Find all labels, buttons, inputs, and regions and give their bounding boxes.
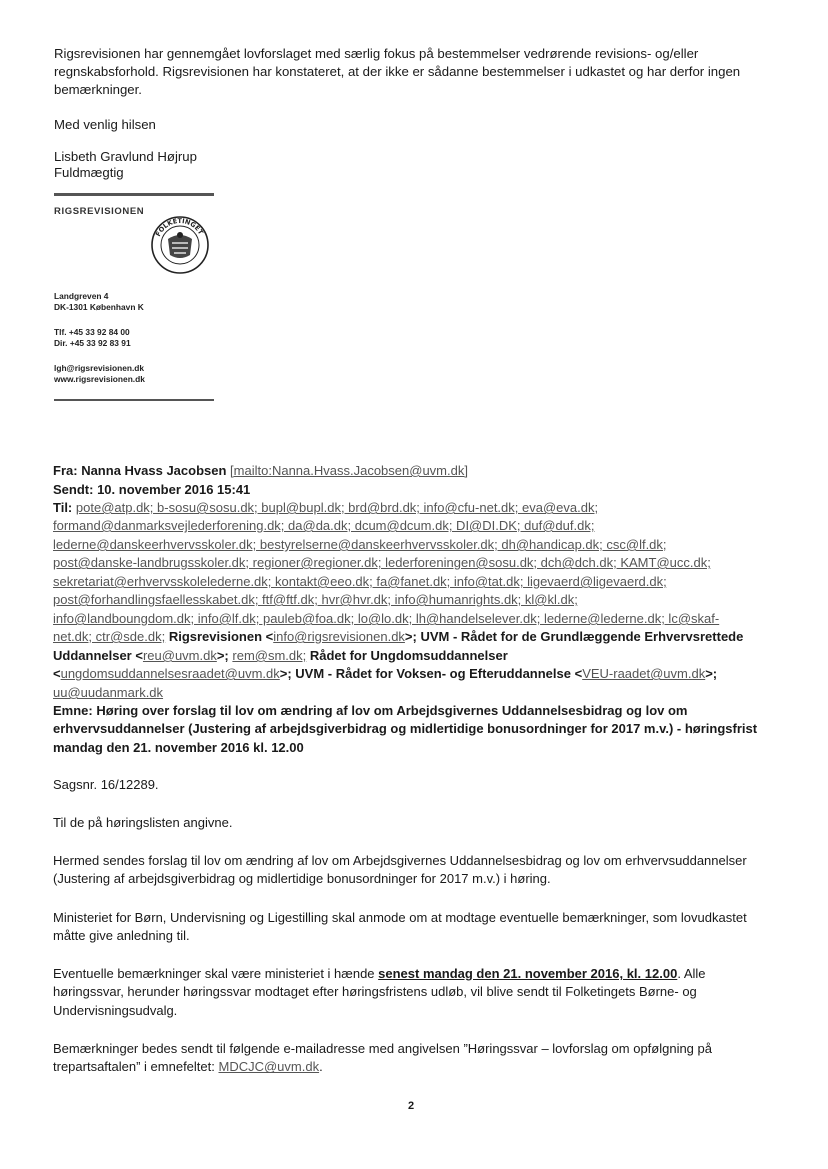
to-recipients-line-4[interactable]: post@danske-landbrugsskoler.dk; regioner@regioner.dk; lederforeningen@sosu.dk; dch@dch.dk; KAMT@ucc.dk; [53,555,711,570]
subject-line-2: erhvervsuddannelser (Justering af arbejdsgiverbidrag og midlertidige bonusordninger for 2017 m.v.) - høringsfrist [53,721,758,736]
body-paragraph-2: Ministeriet for Børn, Undervisning og Ligestilling skal anmode om at modtage eventuelle bemærkninger, som lovudkastet måtte give anledning til. [53,910,747,944]
page-number: 2 [408,1100,415,1112]
uu-email-link[interactable]: uu@uudanmark.dk [53,685,164,700]
para3-post: . Alle høringssvar, herunder høringssvar modtaget efter høringsfristens udløb, vil blive sendt til Folketingets Børne- og Undervisningsudvalg. [53,966,706,1018]
sent-value: 10. november 2016 15:41 [97,482,251,497]
greeting: Med venlig hilsen [54,117,156,132]
to-recipients-line-3[interactable]: lederne@danskeerhvervsskoler.dk; bestyrelserne@danskeerhvervsskoler.dk; dh@handicap.dk; csc@lf.dk; [53,537,667,552]
uddannelser-label: Uddannelser < [53,648,143,663]
veu-close: >; [705,666,718,681]
uvm-reu-recipient: >; UVM - Rådet for de Grundlæggende Erhvervsrettede [404,629,744,644]
veu-email-link[interactable]: VEU-raadet@uvm.dk [582,666,706,681]
to-recipients-line-1[interactable]: pote@atp.dk; b-sosu@sosu.dk; bupl@bupl.dk; brd@brd.dk; info@cfu-net.dk; eva@eva.dk; [75,500,599,515]
ungdom-open: < [53,666,61,681]
to-recipients-line-4-row [53,554,773,572]
phone-line: Tlf. +45 33 92 84 00 [54,327,130,337]
ungdom-email-link[interactable]: ungdomsuddannelsesraadet@uvm.dk [60,666,280,681]
para4-post: . [319,1059,323,1075]
to-recipients-line-5-row [53,573,773,591]
body-paragraph-3 [53,965,763,1020]
address-line-2: DK-1301 København K [54,302,144,312]
to-recipients-line-7[interactable]: info@landboungdom.dk; info@lf.dk; pauleb@foa.dk; lo@lo.dk; lh@handelselever.dk; lederne@lederne.dk; lc@skaf- [53,611,720,626]
signature-bottom-rule [54,399,214,401]
to-recipients-line-6[interactable]: post@forhandlingsfaellesskabet.dk; ftf@ftf.dk; hvr@hvr.dk; info@humanrights.dk; kl@kl.dk; [53,592,578,607]
to-recipients-line-7-row [53,610,773,628]
intro-paragraph: Rigsrevisionen har gennemgået lovforslaget med særlig fokus på bestemmelser vedrørende revisions- og/eller regnskabsforhold. Rigsrevisionen har konstateret, at der ikke er sådanne bestemmelser i udkastet og har derfor ingen bemærkninger. [54,46,741,97]
ungdom-council-label: Rådet for Ungdomsuddannelser [306,648,508,663]
to-recipients-line-8-row [53,628,773,646]
from-label: Fra: [53,463,78,478]
seal-text: FOLKETINGET [154,216,205,238]
to-recipients-line-2[interactable]: formand@danmarksvejlederforening.dk; da@da.dk; dcum@dcum.dk; DI@DI.DK; duf@duf.dk; [53,518,595,533]
body-paragraph-4 [53,1040,763,1077]
to-recipients-line-11-row [53,684,773,702]
to-recipients-line-8-links[interactable]: net.dk; ctr@sde.dk; [53,629,166,644]
to-recipients-line-6-row [53,591,773,609]
email-subject-row [53,702,773,720]
subject-label: Emne: [53,703,93,718]
from-mailto-link[interactable]: [mailto:Nanna.Hvass.Jacobsen@uvm.dk] [230,463,468,478]
contact-email: lgh@rigsrevisionen.dk [54,363,145,373]
para4-pre: Bemærkninger bedes sendt til følgende e-mailadresse med angivelsen ”Høringssvar – lovforslag om opfølgning på trepartsaftalen” i emnefeltet: [53,1041,712,1075]
signature-top-rule [54,193,214,196]
to-label: Til: [53,500,73,515]
org-name: RIGSREVISIONEN [54,206,145,217]
subject-line-1: Høring over forslag til lov om ændring af lov om Arbejdsgivernes Uddannelsesbidrag og lov om [96,703,688,718]
address-line-1: Landgreven 4 [54,291,109,301]
mdcjc-email-link[interactable]: MDCJC@uvm.dk [218,1059,320,1075]
sent-label: Sendt: [53,482,94,497]
contact-website: www.rigsrevisionen.dk [54,374,145,384]
para3-pre: Eventuelle bemærkninger skal være ministeriet i hænde [53,966,379,981]
email-to-row [53,499,773,517]
reu-close: >; [216,648,229,663]
to-recipients-line-3-row [53,536,773,554]
email-sent-row [53,481,773,499]
folketinget-seal-icon [150,215,210,275]
to-recipients-line-5[interactable]: sekretariat@erhvervsskolelederne.dk; kontakt@eeo.dk; fa@fanet.dk; info@tat.dk; ligevaerd@ligevaerd.dk; [53,574,667,589]
to-recipients-line-10-row [53,665,773,683]
direct-phone-line: Dir. +45 33 92 83 91 [54,338,131,348]
reu-email-link[interactable]: reu@uvm.dk [142,648,217,663]
case-number: Sagsnr. 16/12289. [53,777,159,792]
rigsrevisionen-recipient: Rigsrevisionen < [165,629,274,644]
veu-council-label: >; UVM - Rådet for Voksen- og Efteruddannelse < [279,666,583,681]
to-recipients-line-2-row [53,517,773,535]
rigsrevisionen-email-link[interactable]: info@rigsrevisionen.dk [273,629,405,644]
email-from-row [53,462,773,480]
body-paragraph-1: Hermed sendes forslag til lov om ændring af lov om Arbejdsgivernes Uddannelsesbidrag og lov om erhvervsuddannelser (Justering af arbejdsgiverbidrag og midlertidige bonusordninger for 2017 m.v.) i høring. [53,853,747,887]
from-name: Nanna Hvass Jacobsen [81,463,227,478]
signer-name: Lisbeth Gravlund Højrup [54,149,197,164]
subject-line-3: mandag den 21. november 2016 kl. 12.00 [53,740,304,755]
signer-title: Fuldmægtig [54,165,124,180]
rem-email-link[interactable]: rem@sm.dk; [232,648,307,663]
salutation: Til de på høringslisten angivne. [53,815,233,830]
deadline-text: senest mandag den 21. november 2016, kl. 12.00 [378,966,678,981]
to-recipients-line-9-row [53,647,773,665]
